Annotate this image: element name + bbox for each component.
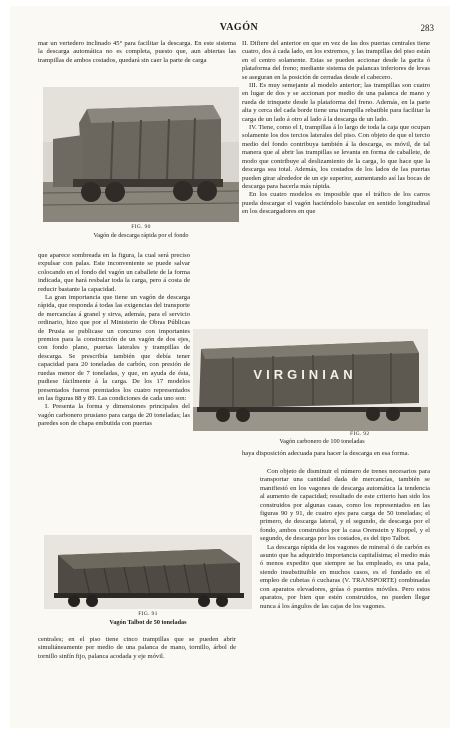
paragraph-text: En los cuatro modelos es imposible que el tráfico de los carros pueda descargar el vagón haciéndolo bascular en sentido longitudinal en los descargadores en que	[242, 191, 430, 216]
left-middle-text	[38, 252, 190, 465]
paragraph-text: I. Presenta la forma y dimensiones principales del vagón carbonero prusiano para carga de 20 toneladas; las paredes son de chapa embutida con puertas	[38, 403, 190, 428]
paragraph-text: III. Es muy semejante al modelo anterior; las trampillas son cuatro en lugar de dos y se accionan por medio de una palanca de mano y rueda de trinquete desde la plataforma del freno. Además, en la parte alta y cerca del cada borde tiene una trampilla rebatible para facilitar la carga de un lado á otro al lado á la descarga de un lado.	[242, 82, 430, 123]
figure-91-number: FIG. 91	[138, 611, 158, 617]
left-top-paragraph	[38, 40, 236, 74]
figure-92-photo	[193, 329, 428, 431]
paragraph-text: IV. Tiene, como el I, trampillas á lo largo de toda la caja que ocupan solamente los dos tercios laterales del piso. Con objeto de que el tercio medio del fondo contribuya también á la descarga, es móvil, de tal manera que al abrir las trampillas se levanta en forma de caballete, de modo que contribuye al deslizamiento de la carga, lo que hace que la descarga sea total. Además, los costados de los lados de las puertas pueden girar alrededor de un eje superior, aumentando así las bocas de descarga para hacerla más rápida.	[242, 124, 430, 190]
paragraph-text: centrales; en el piso tiene cinco trampillas que se pueden abrir simultáneamente por medio de una palanca de mano, tornillo, árbol de tornillo sinfín fijo, palanca acodada y eje móvil.	[38, 636, 236, 660]
figure-92-number: FIG. 92	[350, 431, 370, 437]
figure-91-photo	[44, 535, 252, 609]
page-number: 283	[420, 23, 434, 33]
figure-92-caption: Vagón carbonero de 100 toneladas	[279, 438, 365, 445]
paragraph-text: haya disposición adecuada para hacer la descarga en esa forma.	[242, 450, 410, 457]
paragraph-text: La descarga rápida de los vagones de mineral ó de carbón es asunto que ha adquirido importancia capitalísima; el medio más ó menos expedito que siempre se ha empleado, es una pala, siendo insubstituible en muchos casos, es el fundado en el empleo de cubetas ó cucharas (V. TRANSPORTE) combinadas con aparatos elevadores, grúas ó puentes móviles. Pero estos aparatos, por bien que estén construidos, no pueden llegar nunca á los ángulos de las cajas de los vagones.	[260, 543, 430, 610]
page-title: VAGÓN	[219, 22, 259, 33]
paragraph-text: Con objeto de disminuir el número de trenes necesarios para transportar una cantidad dada de mercancías, también se manifiestó en los vagones de descarga automática la tendencia al aumento de capacidad; resultado de este criterio han sido los construidos por algunas casas, como los representados en las figuras 90 y 91, de cuatro ejes para carga de 50 toneladas; el primero, de descarga lateral, y el segundo, de descarga por el fondo, ambos construidos por la casa Orenstein y Koppel, y el segundo, de descarga por los costados, es del tipo Talbot.	[260, 468, 430, 543]
figure-90-number: FIG. 90	[131, 224, 151, 230]
figure-90-caption: Vagón de descarga rápida por el fondo	[93, 232, 189, 239]
right-middle-text	[242, 450, 430, 468]
book-page	[10, 6, 450, 728]
figure-90-photo	[43, 87, 239, 222]
left-bottom-paragraph	[38, 636, 236, 684]
right-bottom-text	[260, 468, 430, 688]
right-top-text	[242, 40, 430, 322]
paragraph-text: mar un vertedero inclinado 45° para facilitar la descarga. En este sistema la descarga automática no es completa, puesto que, aun abiertas las trampillas de ambos costados, quedará sin caer la parte de carga	[38, 40, 236, 64]
paragraph-text: que aparece sombreada en la figura, la cual será preciso expulsar con palas. Este inconveniente se puede salvar colocando en el fondo del vagón un caballete de la forma indicada, que hará resbalar toda la carga, pero á costa de reducir bastante la capacidad.	[38, 252, 190, 293]
figure-91-caption: Vagón Talbot de 50 toneladas	[109, 619, 187, 626]
car-lettering: VIRGINIAN	[253, 367, 357, 382]
paragraph-text: La gran importancia que tiene un vagón de descarga rápida, que responda á todas las exigencias del transporte de mercancías á granel y sirva, además, para el servicio ordinario, hizo que por el Ministerio de Obras Públicas de Prusia se publicase un concurso con importantes premios para la construcción de un vagón de dos ejes, con fondo plano, puertas laterales y trampillas de descarga. Se prescribía también que debía tener capacidad para 20 toneladas de carbón, con presión de ruedas menor de 7 toneladas, y que, en ayuda de ésta, pudiese fácilmente á la carga. De los 17 modelos presentados fueron premiados los cuatro representados en las figuras 88 y 89. Las condiciones de cada uno son:	[38, 294, 190, 402]
paragraph-text: II. Difiere del anterior en que en vez de las dos puertas centrales tiene cuatro, dos á cada lado, en los extremos, y las trampillas del piso están en el centro solamente. Estas se pueden accionar desde la garita ó plataforma del freno; mediante sistema de palancas inferiores de levas se aseguran en la posición de cerradas desde el cabecero.	[242, 40, 430, 81]
running-header	[44, 22, 434, 36]
